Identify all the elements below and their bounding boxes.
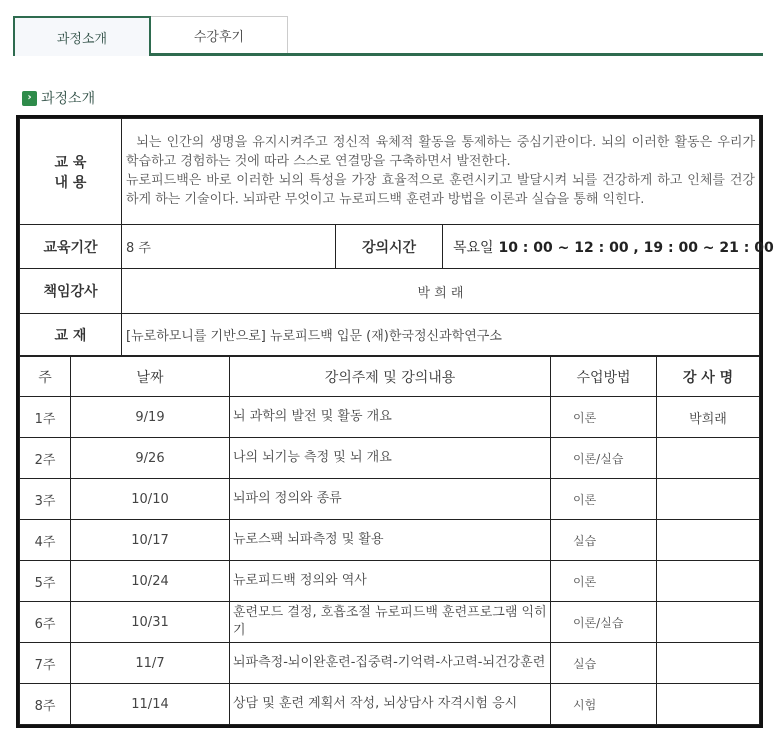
content-label-line2: 내 용 xyxy=(54,174,87,191)
table-row xyxy=(20,602,760,643)
tab-reviews[interactable]: 수강후기 xyxy=(150,16,288,53)
instructor-cell xyxy=(657,479,760,520)
method-cell: 이론 xyxy=(551,479,657,520)
header-method: 수업방법 xyxy=(551,357,657,397)
method-cell: 실습 xyxy=(551,520,657,561)
time-value-cell xyxy=(443,225,774,269)
instructor-cell xyxy=(657,684,760,725)
content-label-line1: 교 육 xyxy=(54,154,87,171)
week-cell: 7주 xyxy=(20,643,71,684)
time-label: 강의시간 xyxy=(336,225,443,269)
section-heading xyxy=(22,88,95,108)
instructor-cell xyxy=(657,520,760,561)
instructor-cell xyxy=(657,561,760,602)
content-row xyxy=(20,119,760,225)
table-row xyxy=(20,561,760,602)
table-row xyxy=(20,520,760,561)
method-cell: 이론/실습 xyxy=(551,438,657,479)
instructor-cell xyxy=(657,643,760,684)
date-cell: 11/14 xyxy=(71,684,230,725)
table-row xyxy=(20,397,760,438)
week-cell: 4주 xyxy=(20,520,71,561)
method-cell: 이론/실습 xyxy=(551,602,657,643)
time-day: 목요일 xyxy=(453,239,494,256)
table-row xyxy=(20,438,760,479)
content-description xyxy=(122,119,760,225)
period-label: 교육기간 xyxy=(20,225,122,269)
course-info-table xyxy=(16,115,774,728)
topic-cell: 뉴로피드백 정의와 역사 xyxy=(230,561,551,602)
date-cell: 11/7 xyxy=(71,643,230,684)
week-cell: 2주 xyxy=(20,438,71,479)
topic-cell: 뇌파의 정의와 종류 xyxy=(230,479,551,520)
date-cell: 10/24 xyxy=(71,561,230,602)
topic-cell: 뉴로스팩 뇌파측정 및 활용 xyxy=(230,520,551,561)
instructor-label: 책임강사 xyxy=(20,269,122,314)
section-title: 과정소개 xyxy=(41,91,96,107)
week-cell: 3주 xyxy=(20,479,71,520)
arrow-right-icon: › xyxy=(22,91,37,106)
info-table xyxy=(19,118,774,356)
tab-bar xyxy=(13,16,763,56)
method-cell: 이론 xyxy=(551,397,657,438)
content-label xyxy=(20,119,122,225)
instructor-value: 박 희 래 xyxy=(122,269,760,314)
content-paragraph-2: 뉴로피드백은 바로 이러한 뇌의 특성을 가장 효율적으로 훈련시키고 발달시켜 뇌를 건강하게 하고 인체를 건강하게 하는 기술이다. 뇌파란 무엇이고 뉴로피드백 훈련과 방법을 이론과 실습을 통해 익힌다. xyxy=(126,172,755,207)
method-cell: 시험 xyxy=(551,684,657,725)
content-paragraph-1: 뇌는 인간의 생명을 유지시켜주고 정신적 육체적 활동을 통제하는 중심기관이다. 뇌의 이러한 활동은 우리가 학습하고 경험하는 것에 따라 스스로 연결망을 구축하면서 발전한다. xyxy=(126,134,760,169)
schedule-table xyxy=(19,356,760,725)
time-value: 10 : 00 ~ 12 : 00 , 19 : 00 ~ 21 : 00 xyxy=(498,239,774,256)
topic-cell: 훈련모드 결정, 호흡조절 뉴로피드백 훈련프로그램 익히기 xyxy=(230,602,551,643)
textbook-row xyxy=(20,314,760,356)
date-cell: 10/17 xyxy=(71,520,230,561)
date-cell: 9/19 xyxy=(71,397,230,438)
topic-cell: 나의 뇌기능 측정 및 뇌 개요 xyxy=(230,438,551,479)
header-instructor: 강 사 명 xyxy=(657,357,760,397)
topic-cell: 뇌 과학의 발전 및 활동 개요 xyxy=(230,397,551,438)
instructor-cell xyxy=(657,438,760,479)
textbook-label: 교 재 xyxy=(20,314,122,356)
table-row xyxy=(20,479,760,520)
week-cell: 8주 xyxy=(20,684,71,725)
period-value: 8 주 xyxy=(122,225,336,269)
instructor-cell: 박희래 xyxy=(657,397,760,438)
date-cell: 10/10 xyxy=(71,479,230,520)
method-cell: 이론 xyxy=(551,561,657,602)
table-row xyxy=(20,643,760,684)
textbook-value: [뉴로하모니를 기반으로] 뉴로피드백 입문 (재)한국정신과학연구소 xyxy=(122,314,760,356)
topic-cell: 뇌파측정-뇌이완훈련-집중력-기억력-사고력-뇌건강훈련 xyxy=(230,643,551,684)
method-cell: 실습 xyxy=(551,643,657,684)
week-cell: 5주 xyxy=(20,561,71,602)
tab-course-intro[interactable]: 과정소개 xyxy=(13,16,151,56)
instructor-cell xyxy=(657,602,760,643)
week-cell: 6주 xyxy=(20,602,71,643)
topic-cell: 상담 및 훈련 계획서 작성, 뇌상담사 자격시험 응시 xyxy=(230,684,551,725)
table-row xyxy=(20,684,760,725)
header-date: 날짜 xyxy=(71,357,230,397)
header-topic: 강의주제 및 강의내용 xyxy=(230,357,551,397)
instructor-row xyxy=(20,269,760,314)
header-week: 주 xyxy=(20,357,71,397)
week-cell: 1주 xyxy=(20,397,71,438)
date-cell: 9/26 xyxy=(71,438,230,479)
schedule-header-row xyxy=(20,357,760,397)
period-row xyxy=(20,225,760,269)
date-cell: 10/31 xyxy=(71,602,230,643)
